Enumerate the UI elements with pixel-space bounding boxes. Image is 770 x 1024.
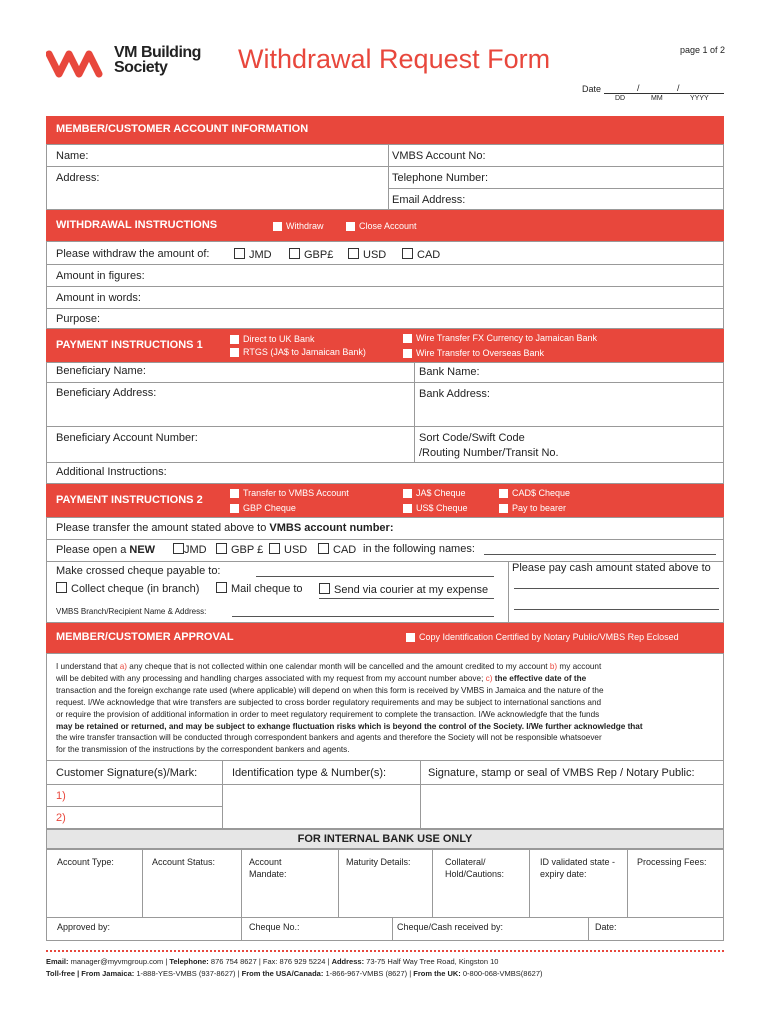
gbp-cheque-option[interactable]: GBP Cheque bbox=[230, 503, 296, 513]
internal-use-title: FOR INTERNAL BANK USE ONLY bbox=[297, 833, 473, 845]
new-usd-checkbox[interactable] bbox=[269, 543, 280, 554]
page-number: page 1 of 2 bbox=[680, 45, 726, 55]
beneficiary-name-field[interactable]: Beneficiary Name: bbox=[56, 365, 146, 377]
bank-name-field[interactable]: Bank Name: bbox=[419, 366, 480, 378]
cheque-no-field[interactable]: Cheque No.: bbox=[249, 922, 300, 932]
logo-text-line2: Society bbox=[114, 59, 168, 76]
pay-cash-label: Please pay cash amount stated above to bbox=[512, 562, 711, 574]
wire-fx-option[interactable]: Wire Transfer FX Currency to Jamaican Bank bbox=[403, 333, 597, 343]
approval-header bbox=[46, 623, 724, 653]
footer-divider bbox=[46, 950, 724, 952]
amount-words-field[interactable]: Amount in words: bbox=[56, 292, 141, 304]
new-cad-checkbox[interactable] bbox=[318, 543, 329, 554]
direct-uk-checkbox[interactable] bbox=[230, 335, 239, 344]
cad-cheque-option[interactable]: CAD$ Cheque bbox=[499, 488, 570, 498]
new-gbp-checkbox[interactable] bbox=[216, 543, 227, 554]
payment2-header bbox=[46, 484, 724, 517]
date-yyyy: YYYY bbox=[690, 95, 709, 102]
following-names-label: in the following names: bbox=[363, 543, 475, 555]
footer-contact-line2: Toll-free | From Jamaica: 1-888-YES-VMBS (937-8627) | From the USA/Canada: 1-866-967-VMBS (8627) | From the UK: 0-800-068-VMBS(8627) bbox=[46, 969, 543, 978]
cheque-received-field[interactable]: Cheque/Cash received by: bbox=[397, 922, 504, 932]
form-title: Withdrawal Request Form bbox=[238, 44, 551, 74]
date-mm: MM bbox=[651, 95, 663, 102]
maturity-field[interactable]: Maturity Details: bbox=[346, 857, 411, 867]
courier-checkbox[interactable] bbox=[319, 583, 330, 594]
beneficiary-address-field[interactable]: Beneficiary Address: bbox=[56, 387, 157, 399]
close-account-option[interactable]: Close Account bbox=[346, 221, 417, 231]
account-status-field[interactable]: Account Status: bbox=[152, 857, 216, 867]
member-info-header bbox=[46, 116, 724, 144]
internal-date-field[interactable]: Date: bbox=[595, 922, 617, 932]
withdraw-amount-label: Please withdraw the amount of: bbox=[56, 248, 210, 260]
wire-overseas-checkbox[interactable] bbox=[403, 349, 412, 358]
customer-signature-label: Customer Signature(s)/Mark: bbox=[56, 767, 198, 779]
branch-recipient-label: VMBS Branch/Recipient Name & Address: bbox=[56, 607, 207, 616]
withdrawal-title: WITHDRAWAL INSTRUCTIONS bbox=[56, 219, 218, 231]
date-label: Date bbox=[582, 84, 602, 94]
date-line[interactable] bbox=[604, 93, 724, 94]
rtgs-option[interactable]: RTGS (JA$ to Jamaican Bank) bbox=[230, 347, 366, 357]
mail-cheque-checkbox[interactable] bbox=[216, 582, 227, 593]
payment1-title: PAYMENT INSTRUCTIONS 1 bbox=[56, 339, 203, 351]
open-new-text: Please open a NEW bbox=[56, 544, 156, 556]
pay-bearer-option[interactable]: Pay to bearer bbox=[499, 503, 566, 513]
account-mandate-field-l1[interactable]: Account bbox=[249, 857, 282, 867]
member-info-title: MEMBER/CUSTOMER ACCOUNT INFORMATION bbox=[56, 123, 309, 135]
date-slash-2: / bbox=[677, 83, 680, 93]
vm-logo-icon bbox=[46, 46, 108, 80]
currency-cad[interactable]: CAD bbox=[402, 248, 440, 261]
us-cheque-option[interactable]: US$ Cheque bbox=[403, 503, 468, 513]
new-usd-option[interactable]: USD bbox=[269, 543, 307, 556]
courier-option[interactable]: Send via courier at my expense bbox=[319, 583, 488, 596]
transfer-vmbs-text: Please transfer the amount stated above to VMBS account number: bbox=[56, 522, 394, 534]
account-no-field[interactable]: VMBS Account No: bbox=[392, 150, 486, 162]
jmd-checkbox[interactable] bbox=[234, 248, 245, 259]
member-info-box bbox=[46, 144, 724, 210]
signature-2-field[interactable]: 2) bbox=[56, 812, 66, 824]
identification-label: Identification type & Number(s): bbox=[232, 767, 387, 779]
additional-instructions-field[interactable]: Additional Instructions: bbox=[56, 466, 167, 478]
pay-cash-line-1[interactable] bbox=[514, 588, 719, 589]
logo-text-line1: VM Building bbox=[114, 44, 201, 61]
rep-signature-label: Signature, stamp or seal of VMBS Rep / Notary Public: bbox=[428, 767, 695, 779]
email-field[interactable]: Email Address: bbox=[392, 194, 466, 206]
gbp-checkbox[interactable] bbox=[289, 248, 300, 259]
id-validated-field-l1[interactable]: ID validated state - bbox=[540, 857, 616, 867]
following-names-line[interactable] bbox=[484, 554, 716, 555]
beneficiary-account-field[interactable]: Beneficiary Account Number: bbox=[56, 432, 198, 444]
signature-1-field[interactable]: 1) bbox=[56, 790, 66, 802]
telephone-field[interactable]: Telephone Number: bbox=[392, 172, 489, 184]
close-account-checkbox[interactable] bbox=[346, 222, 355, 231]
pay-cash-line-2[interactable] bbox=[514, 609, 719, 610]
transfer-vmbs-checkbox[interactable] bbox=[230, 489, 239, 498]
id-validated-field-l2[interactable]: expiry date: bbox=[540, 869, 587, 879]
branch-recipient-line[interactable] bbox=[232, 616, 494, 617]
amount-figures-field[interactable]: Amount in figures: bbox=[56, 270, 145, 282]
name-field[interactable]: Name: bbox=[56, 150, 89, 162]
direct-uk-option[interactable]: Direct to UK Bank bbox=[230, 334, 315, 344]
approval-paragraph: I understand that a) any cheque that is not collected within one calendar month will be cancelled and the amount credited to my account b) my account will be debited with any processing and handling charges associated with my request from my account number above; c) the effective date of the transaction and the foreign exchange rate used (where applicable) will depend on when this form is received by VMBS in Jamaica and the nature of the request. I/We acknowledge that wire transfers are subjected to cross border regulatory requirements and may be subject to international sanctions and or require the provision of additional information in order to meet regulatory requirement to complete the transaction. I/We acknowledgfe that the funds may be retained or returned, and may be subject to exhange fluctuation risks which is beyond the control of the Society. I/We further acknowledge that the wire transfer transaction will be conducted through correspondent bankers and agents and therefore the Society will not be responsible whatsoever for the transmission of the instructions by the correspondent bankers and agents. bbox=[56, 662, 643, 755]
new-cad-option[interactable]: CAD bbox=[318, 543, 356, 556]
cad-checkbox[interactable] bbox=[402, 248, 413, 259]
ja-cheque-checkbox[interactable] bbox=[403, 489, 412, 498]
date-slash-1: / bbox=[637, 83, 640, 93]
withdraw-checkbox[interactable] bbox=[273, 222, 282, 231]
crossed-cheque-line[interactable] bbox=[256, 576, 494, 577]
currency-jmd[interactable]: JMD bbox=[234, 248, 272, 261]
account-type-field[interactable]: Account Type: bbox=[57, 857, 114, 867]
address-field[interactable]: Address: bbox=[56, 172, 100, 184]
withdraw-option[interactable]: Withdraw bbox=[273, 221, 324, 231]
new-jmd-option[interactable]: JMD bbox=[173, 543, 207, 556]
internal-use-header bbox=[46, 829, 724, 849]
copy-id-option[interactable]: Copy Identification Certified by Notary Public/VMBS Rep Eclosed bbox=[406, 632, 679, 642]
ja-cheque-option[interactable]: JA$ Cheque bbox=[403, 488, 466, 498]
collect-cheque-option[interactable]: Collect cheque (in branch) bbox=[56, 582, 199, 595]
sort-code-field-line1[interactable]: Sort Code/Swift Code bbox=[419, 432, 525, 444]
withdrawal-header bbox=[46, 210, 724, 241]
copy-id-checkbox[interactable] bbox=[406, 633, 415, 642]
wire-fx-checkbox[interactable] bbox=[403, 334, 412, 343]
sort-code-field-line2[interactable]: /Routing Number/Transit No. bbox=[419, 447, 559, 459]
bank-address-field[interactable]: Bank Address: bbox=[419, 388, 490, 400]
usd-checkbox[interactable] bbox=[348, 248, 359, 259]
currency-usd[interactable]: USD bbox=[348, 248, 386, 261]
account-mandate-field-l2[interactable]: Mandate: bbox=[249, 869, 287, 879]
pay-bearer-checkbox[interactable] bbox=[499, 504, 508, 513]
payment1-header bbox=[46, 329, 724, 362]
gbp-cheque-checkbox[interactable] bbox=[230, 504, 239, 513]
new-gbp-option[interactable]: GBP £ bbox=[216, 543, 263, 556]
cad-cheque-checkbox[interactable] bbox=[499, 489, 508, 498]
us-cheque-checkbox[interactable] bbox=[403, 504, 412, 513]
new-jmd-checkbox[interactable] bbox=[173, 543, 184, 554]
currency-gbp[interactable]: GBP£ bbox=[289, 248, 333, 261]
collect-cheque-checkbox[interactable] bbox=[56, 582, 67, 593]
payment2-title: PAYMENT INSTRUCTIONS 2 bbox=[56, 494, 203, 506]
rtgs-checkbox[interactable] bbox=[230, 348, 239, 357]
transfer-vmbs-option[interactable]: Transfer to VMBS Account bbox=[230, 488, 349, 498]
collateral-field-l2[interactable]: Hold/Cautions: bbox=[445, 869, 505, 879]
crossed-cheque-label: Make crossed cheque payable to: bbox=[56, 565, 221, 577]
date-dd: DD bbox=[615, 95, 626, 102]
approved-by-field[interactable]: Approved by: bbox=[57, 922, 111, 932]
logo bbox=[46, 44, 216, 84]
purpose-field[interactable]: Purpose: bbox=[56, 313, 101, 325]
collateral-field-l1[interactable]: Collateral/ bbox=[445, 857, 486, 867]
wire-overseas-option[interactable]: Wire Transfer to Overseas Bank bbox=[403, 348, 544, 358]
processing-fees-field[interactable]: Processing Fees: bbox=[637, 857, 707, 867]
approval-title: MEMBER/CUSTOMER APPROVAL bbox=[56, 631, 234, 643]
footer-contact-line1: Email: manager@myvmgroup.com | Telephone: 876 754 8627 | Fax: 876 929 5224 | Address: 73-75 Half Way Tree Road, Kingston 10 bbox=[46, 957, 499, 966]
mail-cheque-option[interactable]: Mail cheque to bbox=[216, 582, 303, 595]
